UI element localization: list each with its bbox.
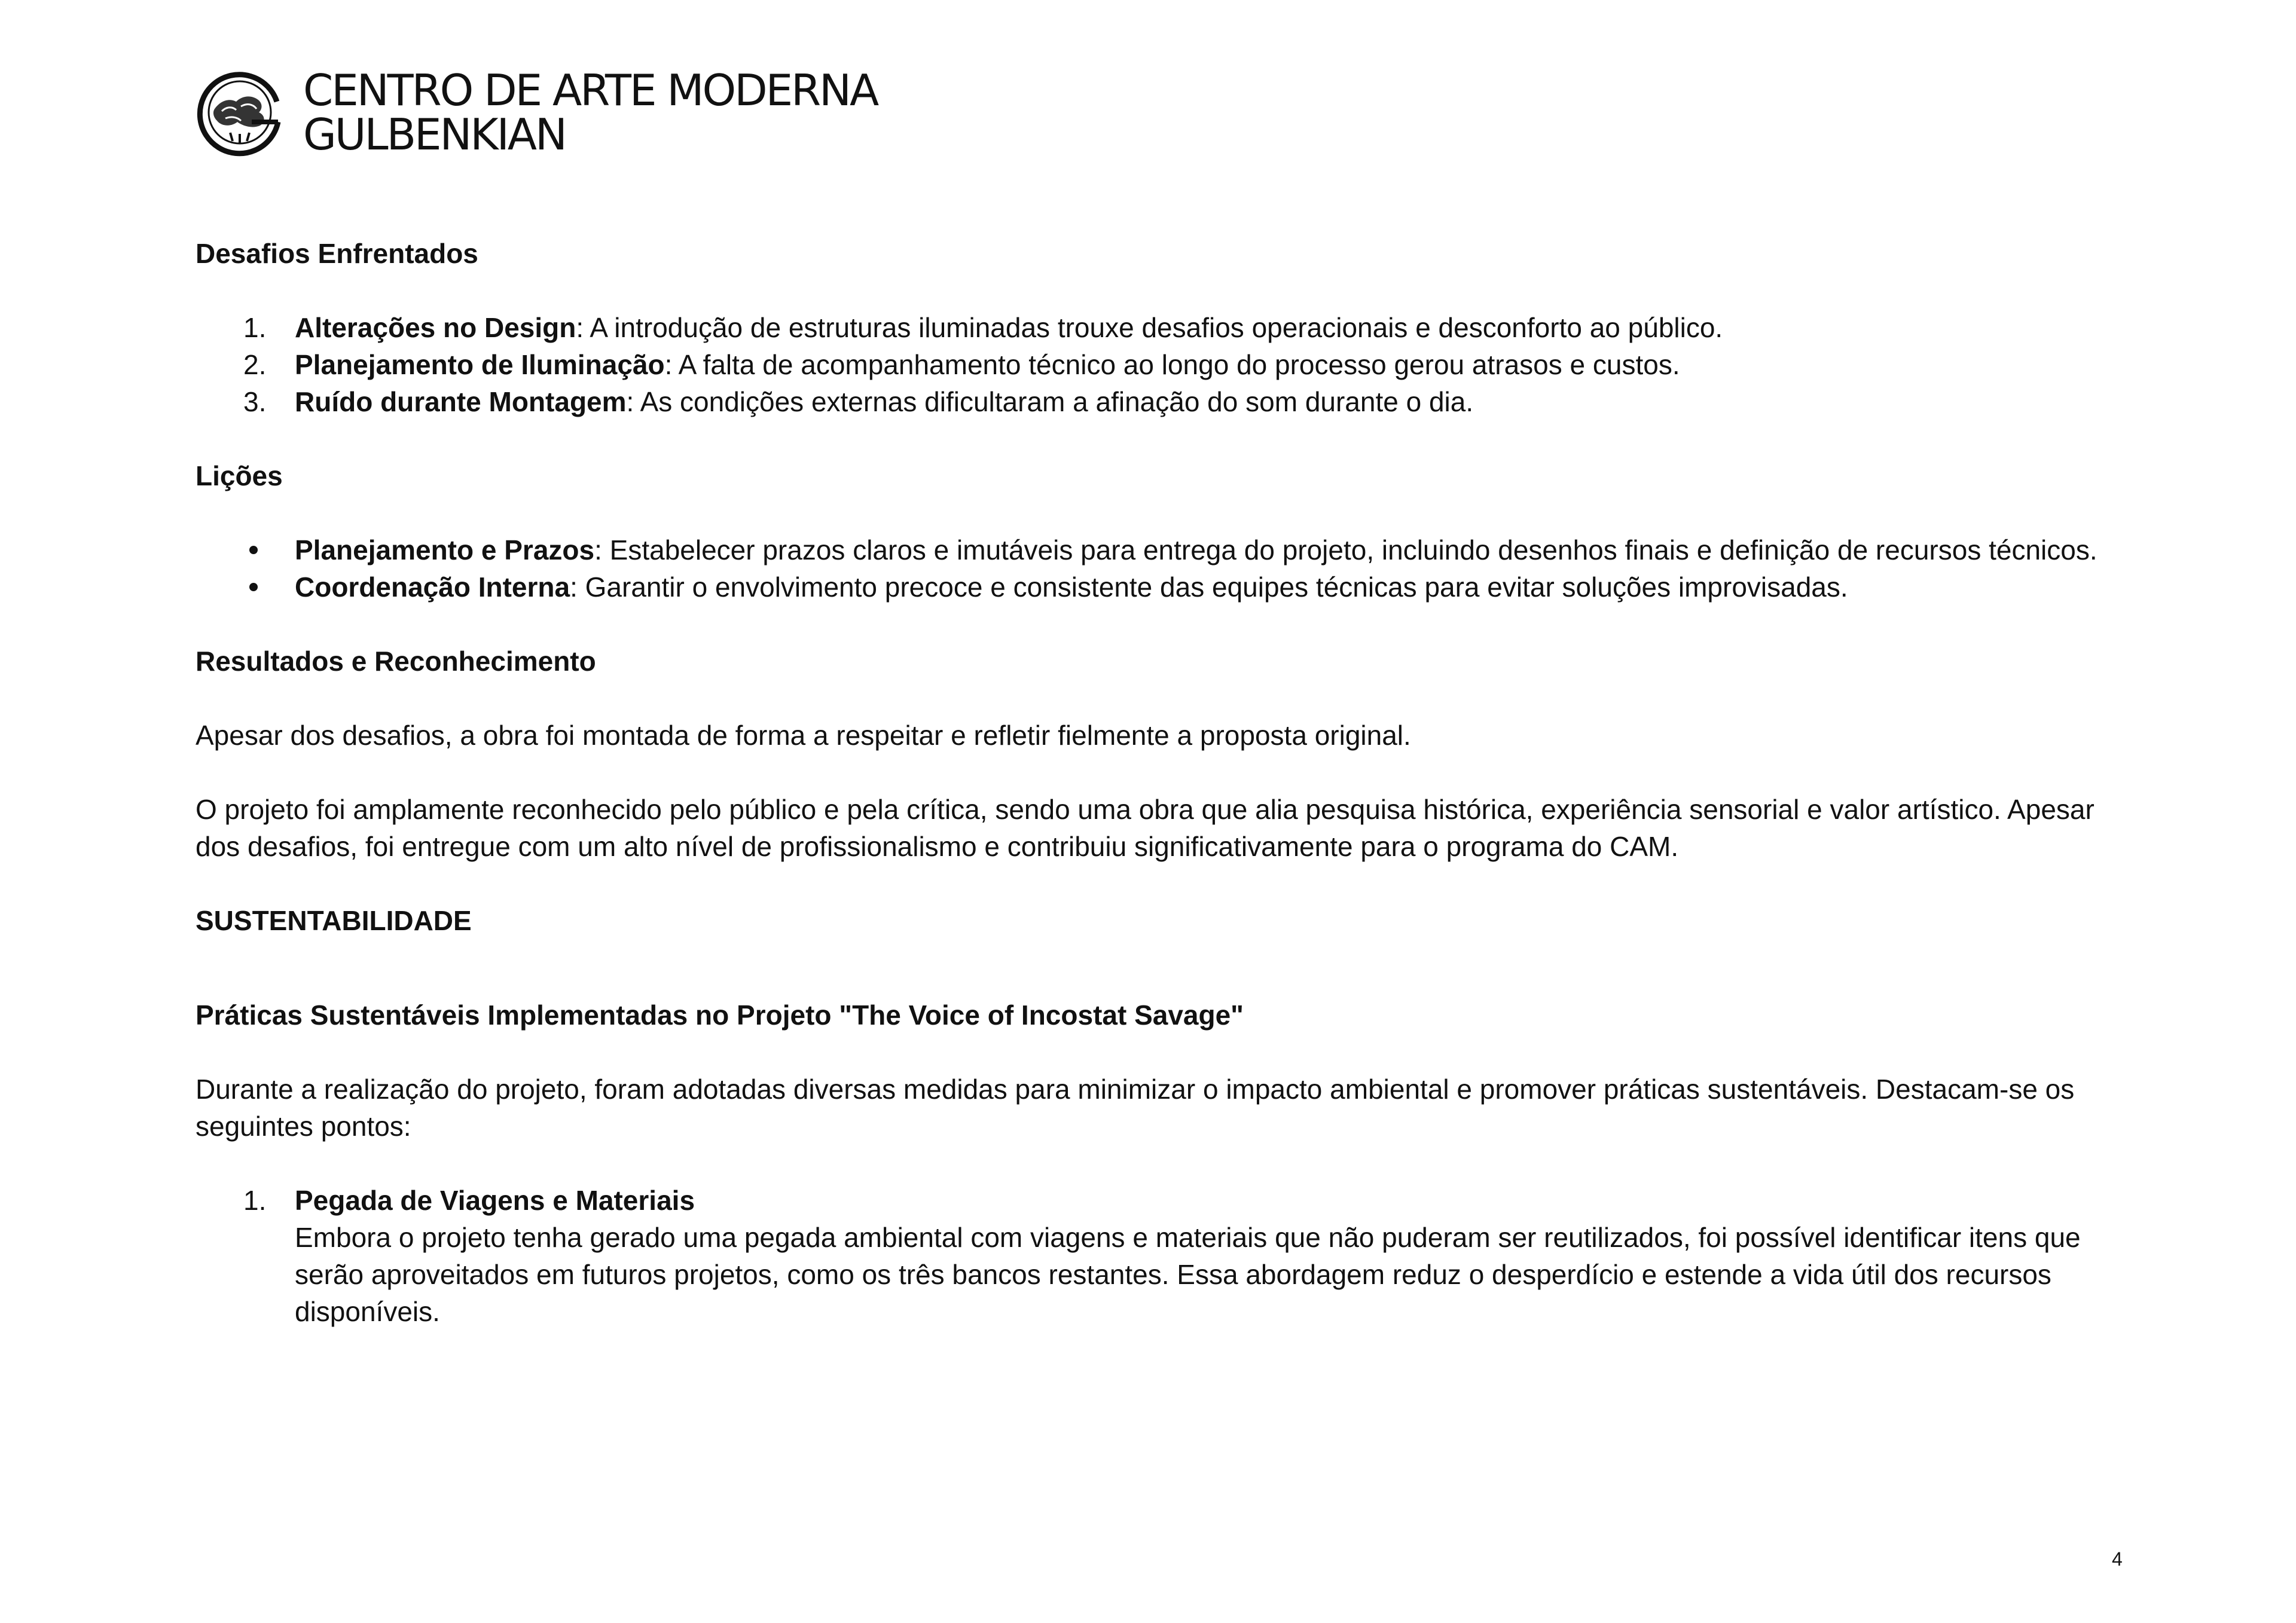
list-item-text: : Garantir o envolvimento precoce e consistente das equipes técnicas para evitar soluções improvisadas. [570,571,1848,603]
section-heading-sustentabilidade: SUSTENTABILIDADE [196,905,472,936]
list-marker: 2. [243,349,267,380]
licoes-list [196,531,2133,606]
list-item-text: : As condições externas dificultaram a afinação do som durante o dia. [626,386,1474,417]
logo-line-1: CENTRO DE ARTE MODERNA [303,65,878,115]
sustentabilidade-list [196,1182,2133,1330]
list-item [196,309,2133,346]
bullet-icon [249,546,258,554]
logo-line-2: GULBENKIAN [303,109,566,160]
list-item [196,568,2133,606]
section-subheading: Práticas Sustentáveis Implementadas no Projeto "The Voice of Incostat Savage" [196,1000,1244,1031]
document-body [196,235,2133,1330]
list-item [196,1182,2133,1330]
list-item-text: Embora o projeto tenha gerado uma pegada ambiental com viagens e materiais que não puderam ser reutilizados, foi possível identificar itens que serão aproveitados em futuros projetos, como os três bancos restantes. Essa abordagem reduz o desperdício e estende a vida útil dos recursos disponíveis. [295,1222,2081,1327]
list-item-term: Ruído durante Montagem [295,386,627,417]
section-heading-desafios: Desafios Enfrentados [196,238,478,269]
logo [194,67,877,158]
list-item-term: Alterações no Design [295,312,576,343]
list-item [196,346,2133,383]
paragraph: Apesar dos desafios, a obra foi montada de forma a respeitar e refletir fielmente a proposta original. [196,720,1411,751]
gulbenkian-g-seal-icon [194,67,285,158]
list-item-text: : Estabelecer prazos claros e imutáveis para entrega do projeto, incluindo desenhos finais e definição de recursos técnicos. [594,534,2097,566]
list-marker: 1. [243,312,267,343]
page-number: 4 [2112,1548,2123,1570]
list-item [196,531,2133,568]
logo-wordmark [303,65,878,160]
bullet-icon [249,583,258,591]
list-item-term: Pegada de Viagens e Materiais [295,1185,695,1216]
section-heading-licoes: Lições [196,460,283,491]
paragraph: Durante a realização do projeto, foram adotadas diversas medidas para minimizar o impacto ambiental e promover práticas sustentáveis. Destacam-se os seguintes pontos: [196,1074,2075,1142]
list-item-term: Coordenação Interna [295,571,570,603]
list-item-text: : A introdução de estruturas iluminadas trouxe desafios operacionais e desconforto ao público. [576,312,1723,343]
list-item-term: Planejamento e Prazos [295,534,595,566]
desafios-list [196,309,2133,420]
list-marker: 3. [243,386,267,417]
list-marker: 1. [243,1185,267,1216]
section-heading-resultados: Resultados e Reconhecimento [196,646,596,677]
list-item-text: : A falta de acompanhamento técnico ao longo do processo gerou atrasos e custos. [664,349,1680,380]
paragraph: O projeto foi amplamente reconhecido pelo público e pela crítica, sendo uma obra que alia pesquisa histórica, experiência sensorial e valor artístico. Apesar dos desafios, foi entregue com um alto nível de profissionalismo e contribuiu significativamente para o programa do CAM. [196,794,2095,862]
list-item-term: Planejamento de Iluminação [295,349,665,380]
list-item [196,383,2133,420]
